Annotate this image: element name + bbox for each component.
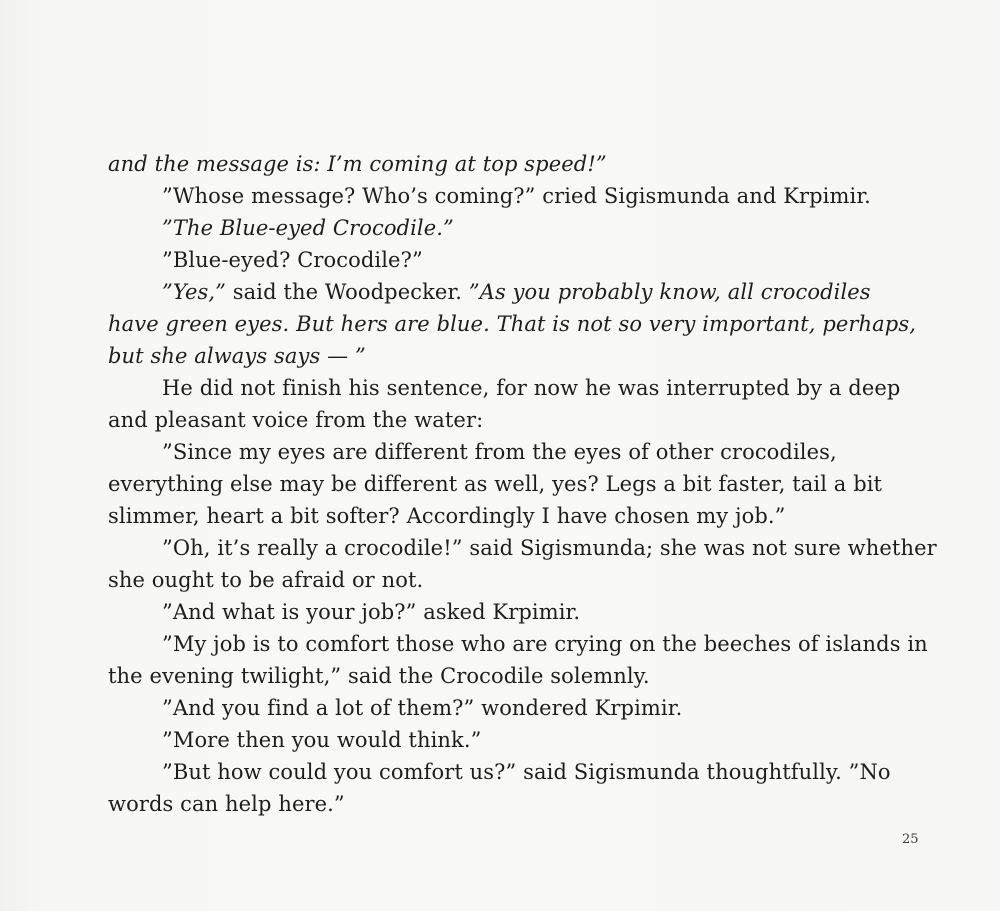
- text-line: [108, 692, 928, 724]
- story-text: [108, 148, 937, 820]
- text-line: [108, 660, 928, 692]
- text-line: [108, 532, 937, 564]
- text-line: [108, 596, 928, 628]
- text-run: ”Blue-eyed? Crocodile?”: [162, 248, 423, 272]
- text-line: [108, 564, 928, 596]
- text-line: [108, 340, 928, 372]
- page-number: 25: [902, 832, 919, 847]
- text-run: slimmer, heart a bit softer? Accordingly I have chosen my job.”: [108, 504, 786, 528]
- text-line: [108, 724, 928, 756]
- text-line: [108, 308, 928, 340]
- text-run: ”More then you would think.”: [162, 728, 482, 752]
- text-run: ”As you probably know, all crocodiles: [468, 280, 871, 304]
- text-run: said the Woodpecker.: [226, 280, 469, 304]
- text-line: [108, 148, 928, 180]
- text-run: He did not finish his sentence, for now he was interrupted by a deep: [162, 376, 901, 400]
- text-run: have green eyes. But hers are blue. That is not so very important, perhaps,: [108, 312, 916, 336]
- text-run: but she always says — ”: [108, 344, 366, 368]
- text-line: [108, 756, 928, 788]
- text-run: ”And what is your job?” asked Krpimir.: [162, 600, 581, 624]
- text-line: [108, 180, 928, 212]
- text-line: [108, 404, 928, 436]
- text-line: [108, 276, 928, 308]
- text-run: ”My job is to comfort those who are crying on the beeches of islands in: [162, 632, 928, 656]
- text-run: everything else may be different as well, yes? Legs a bit faster, tail a bit: [108, 472, 883, 496]
- text-line: [108, 788, 928, 820]
- text-run: and the message is: I’m coming at top speed!”: [108, 152, 607, 176]
- text-line: [108, 500, 928, 532]
- text-run: words can help here.”: [108, 792, 345, 816]
- text-line: [108, 212, 928, 244]
- text-line: [108, 628, 928, 660]
- text-line: [108, 468, 928, 500]
- text-run: ”And you find a lot of them?” wondered Krpimir.: [162, 696, 683, 720]
- text-run: ”Yes,”: [162, 280, 226, 304]
- text-run: ”Oh, it’s really a crocodile!” said Sigismunda; she was not sure whether: [162, 536, 937, 560]
- text-line: [108, 244, 928, 276]
- text-run: and pleasant voice from the water:: [108, 408, 484, 432]
- text-line: [108, 372, 928, 404]
- text-run: ”The Blue-eyed Crocodile.”: [162, 216, 454, 240]
- text-run: ”Whose message? Who’s coming?” cried Sigismunda and Krpimir.: [162, 184, 871, 208]
- text-run: ”But how could you comfort us?” said Sigismunda thoughtfully. ”No: [162, 760, 891, 784]
- text-line: [108, 436, 928, 468]
- text-run: ”Since my eyes are different from the eyes of other crocodiles,: [162, 440, 837, 464]
- text-run: she ought to be afraid or not.: [108, 568, 424, 592]
- text-run: the evening twilight,” said the Crocodile solemnly.: [108, 664, 650, 688]
